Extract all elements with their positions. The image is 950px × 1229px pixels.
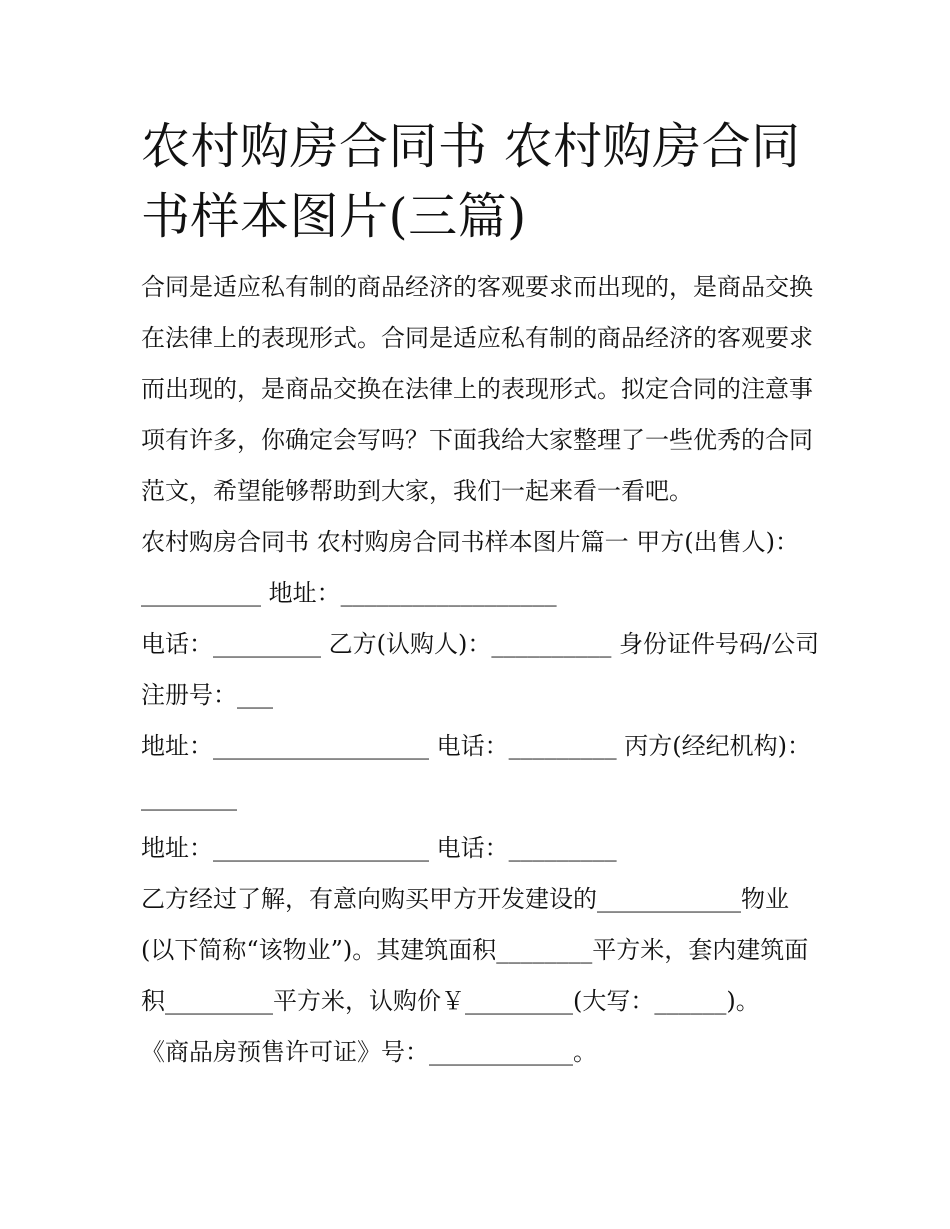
document-page — [141, 112, 821, 1078]
document-title: 农村购房合同书 农村购房合同书样本图片(三篇) — [141, 118, 801, 245]
intro-paragraph: 合同是适应私有制的商品经济的客观要求而出现的，是商品交换在法律上的表现形式。合同是适应私有制的商品经济的客观要求而出现的，是商品交换在法律上的表现形式。拟定合同的注意事项有许多，你确定会写吗？下面我给大家整理了一些优秀的合同范文，希望能够帮助到大家，我们一起来看一看吧。 — [141, 273, 813, 505]
party-c-address-line: 地址：__________________ 电话：_________ — [141, 834, 617, 862]
party-a-line: 农村购房合同书 农村购房合同书样本图片篇一 甲方(出售人)：__________ 地址：__________________ — [141, 528, 799, 607]
party-c-line: 地址：__________________ 电话：_________ 丙方(经纪机构)：________ — [141, 732, 811, 811]
document-body — [141, 262, 821, 1078]
party-b-line: 电话：_________ 乙方(认购人)：__________ 身份证件号码/公司注册号：___ — [141, 630, 820, 709]
property-details-paragraph: 乙方经过了解，有意向购买甲方开发建设的____________物业(以下简称“该物业”)。其建筑面积________平方米，套内建筑面积_________平方米，认购价￥_________(大写：______)。 — [141, 885, 809, 1015]
presale-license-line: 《商品房预售许可证》号：____________。 — [141, 1038, 597, 1066]
